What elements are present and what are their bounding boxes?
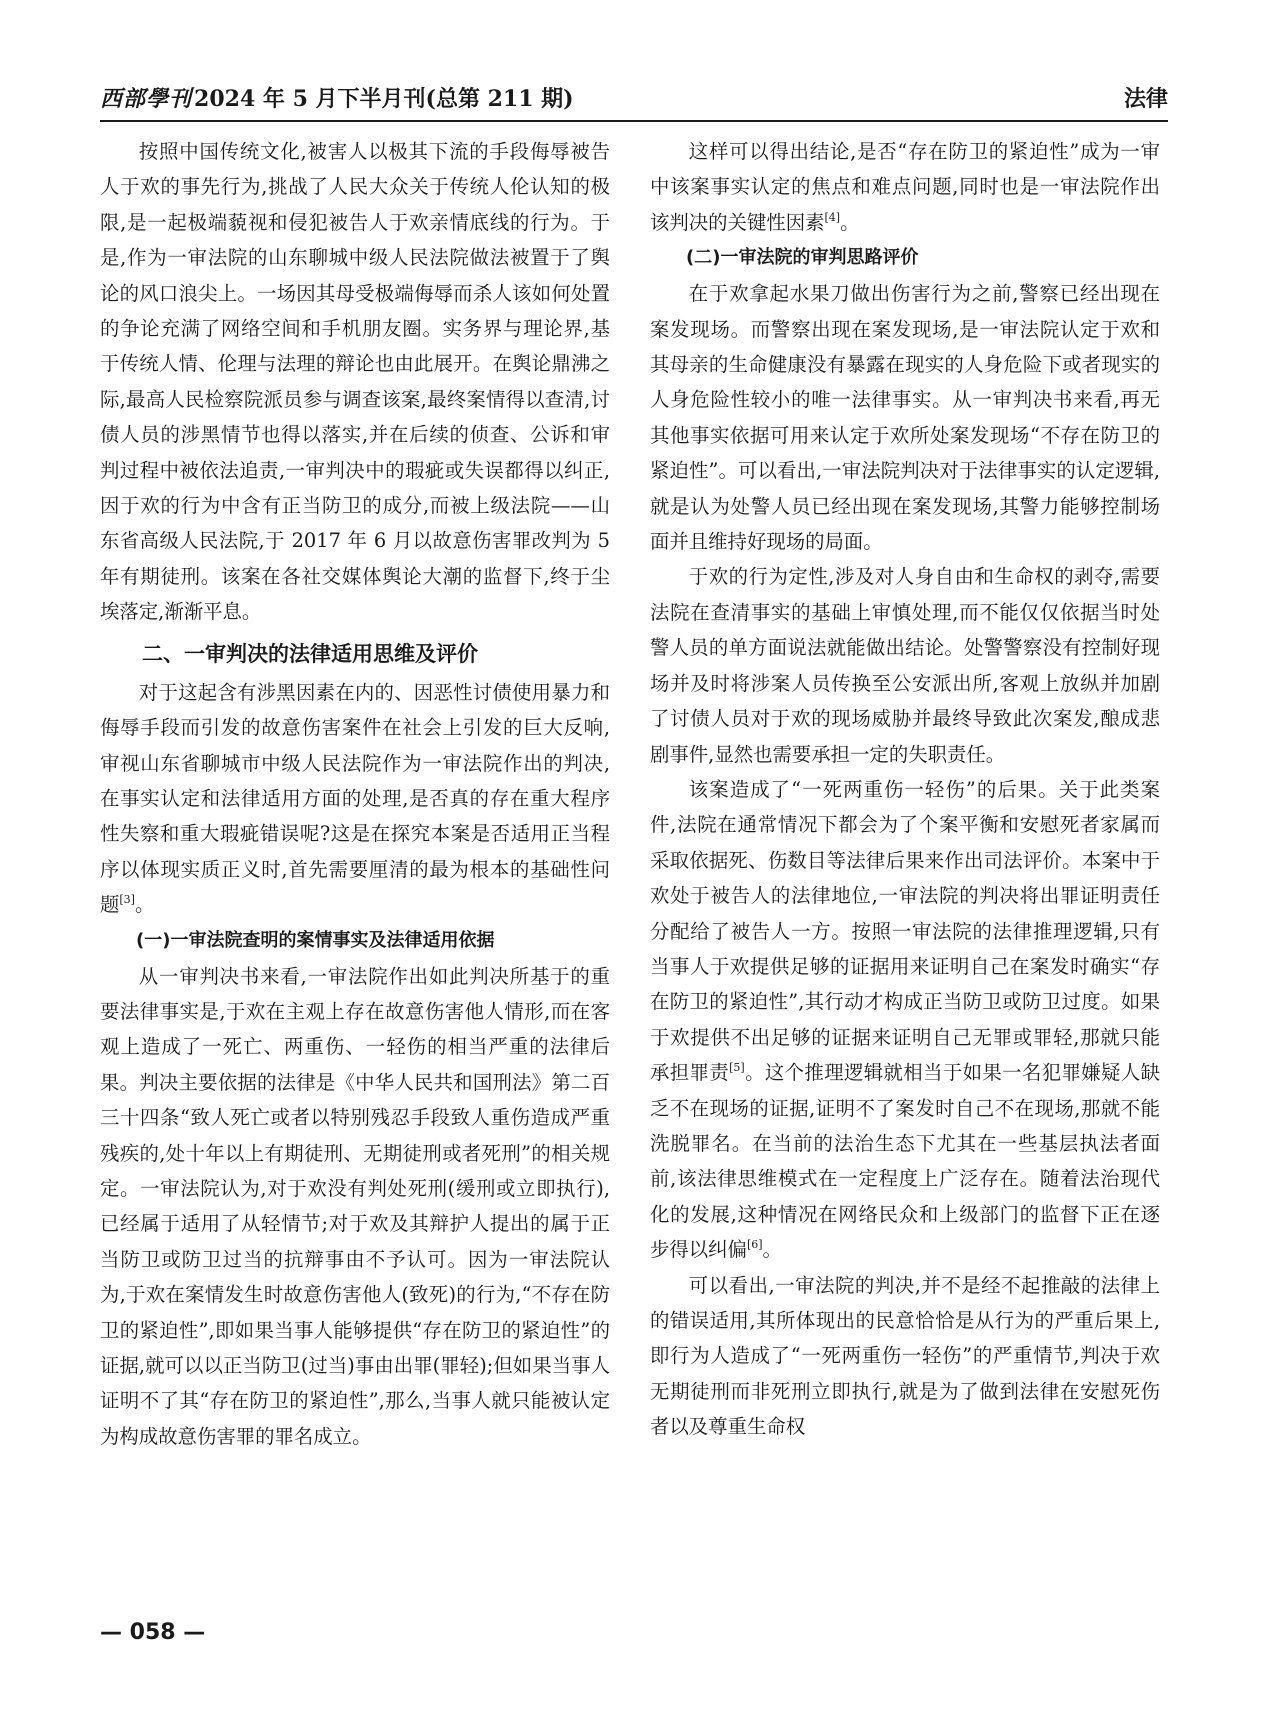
paragraph: 于欢的行为定性,涉及对人身自由和生命权的剥夺,需要法院在查清事实的基础上审慎处理,而不能仅仅依据当时处警人员的单方面说法就能做出结论。处警警察没有控制好现场并及时将涉案人员传换至公安派出所,客观上放纵并加剧了讨债人员对于欢的现场威胁并最终导致此次案发,酿成悲剧事件,显然也需要承担一定的失职责任。 (650, 565, 1160, 766)
section-heading: 二、一审判决的法律适用思维及评价 (142, 641, 478, 666)
header-divider (100, 120, 1168, 122)
paragraph: 可以看出,一审法院的判决,并不是经不起推敲的法律上的错误适用,其所体现出的民意恰恰是从行为的严重后果上,即行为人造成了“一死两重伤一轻伤”的严重情节,判决于欢无期徒刑而非死刑立即执行,就是为了做到法律在安慰死伤者以及尊重生命权 (650, 1273, 1160, 1439)
citation-ref: [6] (746, 1238, 763, 1252)
paragraph-end: 。 (840, 210, 860, 234)
paragraph (650, 772, 1160, 1268)
paragraph-end: 。 (134, 893, 155, 917)
subsection-heading: (一)一审法院查明的案情事实及法律适用依据 (136, 929, 495, 951)
paragraph (100, 675, 610, 923)
citation-ref: [4] (824, 210, 841, 224)
section-label: 法律 (1123, 86, 1168, 112)
page-number: — 058 — (100, 1620, 206, 1645)
citation-ref: [3] (119, 893, 135, 907)
issue-label: 2024 年 5 月下半月刊(总第 211 期) (194, 86, 574, 112)
paragraph-text: 该案造成了“一死两重伤一轻伤”的后果。关于此类案件,法院在通常情况下都会为了个案平衡和安慰死者家属而采取依据死、伤数目等法律后果来作出司法评价。本案中于欢处于被告人的法律地位,一审法院的判决将出罪证明责任分配给了被告人一方。按照一审法院的法律推理逻辑,只有当事人于欢提供足够的证据用来证明自己在案发时确实“存在防卫的紧迫性”,其行动才构成正当防卫或防卫过度。如果于欢提供不出足够的证据来证明自己无罪或罪轻,那就只能承担罪责 (650, 777, 1160, 1085)
right-column (650, 134, 1160, 1445)
paragraph-text: 这样可以得出结论,是否“存在防卫的紧迫性”成为一审中该案事实认定的焦点和难点问题,同时也是一审法院作出该判决的关键性因素 (650, 140, 1160, 234)
running-header (100, 82, 1168, 124)
paragraph: 按照中国传统文化,被害人以极其下流的手段侮辱被告人于欢的事先行为,挑战了人民大众关于传统人伦认知的极限,是一起极端藐视和侵犯被告人于欢亲情底线的行为。于是,作为一审法院的山东聊城中级人民法院做法被置于了舆论的风口浪尖上。一场因其母受极端侮辱而杀人该如何处置的争论充满了网络空间和手机朋友圈。实务界与理论界,基于传统人情、伦理与法理的辩论也由此展开。在舆论鼎沸之际,最高人民检察院派员参与调查该案,最终案情得以查清,讨债人员的涉黑情节也得以落实,并在后续的侦查、公诉和审判过程中被依法追责,一审判决中的瑕疵或失误都得以纠正,因于欢的行为中含有正当防卫的成分,而被上级法院——山东省高级人民法院,于 2017 年 6 月以故意伤害罪改判为 5 年有期徒刑。该案在各社交媒体舆论大潮的监督下,终于尘埃落定,渐渐平息。 (100, 140, 610, 624)
paragraph: 在于欢拿起水果刀做出伤害行为之前,警察已经出现在案发现场。而警察出现在案发现场,是一审法院认定于欢和其母亲的生命健康没有暴露在现实的人身危险下或者现实的人身危险性较小的唯一法律事实。从一审判决书来看,再无其他事实依据可用来认定于欢所处案发现场“不存在防卫的紧迫性”。可以看出,一审法院判决对于法律事实的认定逻辑,就是认为处警人员已经出现在案发现场,其警力能够控制场面并且维持好现场的局面。 (650, 282, 1160, 554)
paragraph-end: 。 (762, 1238, 782, 1262)
paragraph-text: 。这个推理逻辑就相当于如果一名犯罪嫌疑人缺乏不在现场的证据,证明不了案发时自己不在现场,那就不能洗脱罪名。在当前的法治生态下尤其在一些基层执法者面前,该法律思维模式在一定程度上广泛存在。随着法治现代化的发展,这种情况在网络民众和上级部门的监督下正在逐步得以纠偏 (650, 1061, 1161, 1262)
subsection-heading: (二)一审法院的审判思路评价 (686, 247, 919, 269)
left-column (100, 134, 610, 1454)
journal-logo: 西部學刊 (100, 86, 193, 112)
paragraph (650, 134, 1160, 240)
paragraph: 从一审判决书来看,一审法院作出如此判决所基于的重要法律事实是,于欢在主观上存在故意伤害他人情形,而在客观上造成了一死亡、两重伤、一轻伤的相当严重的法律后果。判决主要依据的法律是《中华人民共和国刑法》第二百三十四条“致人死亡或者以特别残忍手段致人重伤造成严重残疾的,处十年以上有期徒刑、无期徒刑或者死刑”的相关规定。一审法院认为,对于欢没有判处死刑(缓刑或立即执行),已经属于适用了从轻情节;对于欢及其辩护人提出的属于正当防卫或防卫过当的抗辩事由不予认可。因为一审法院认为,于欢在案情发生时故意伤害他人(致死)的行为,“不存在防卫的紧迫性”,即如果当事人能够提供“存在防卫的紧迫性”的证据,就可以以正当防卫(过当)事由出罪(罪轻);但如果当事人证明不了其“存在防卫的紧迫性”,那么,当事人就只能被认定为构成故意伤害罪的罪名成立。 (100, 964, 610, 1448)
header-journal-issue (100, 82, 574, 113)
paragraph-text: 对于这起含有涉黑因素在内的、因恶性讨债使用暴力和侮辱手段而引发的故意伤害案件在社会上引发的巨大反响,审视山东省聊城市中级人民法院作为一审法院作出的判决,在事实认定和法律适用方面的处理,是否真的存在重大程序性失察和重大瑕疵错误呢?这是在探究本案是否适用正当程序以体现实质正义时,首先需要厘清的最为根本的基础性问题 (100, 680, 610, 917)
citation-ref: [5] (729, 1061, 745, 1075)
